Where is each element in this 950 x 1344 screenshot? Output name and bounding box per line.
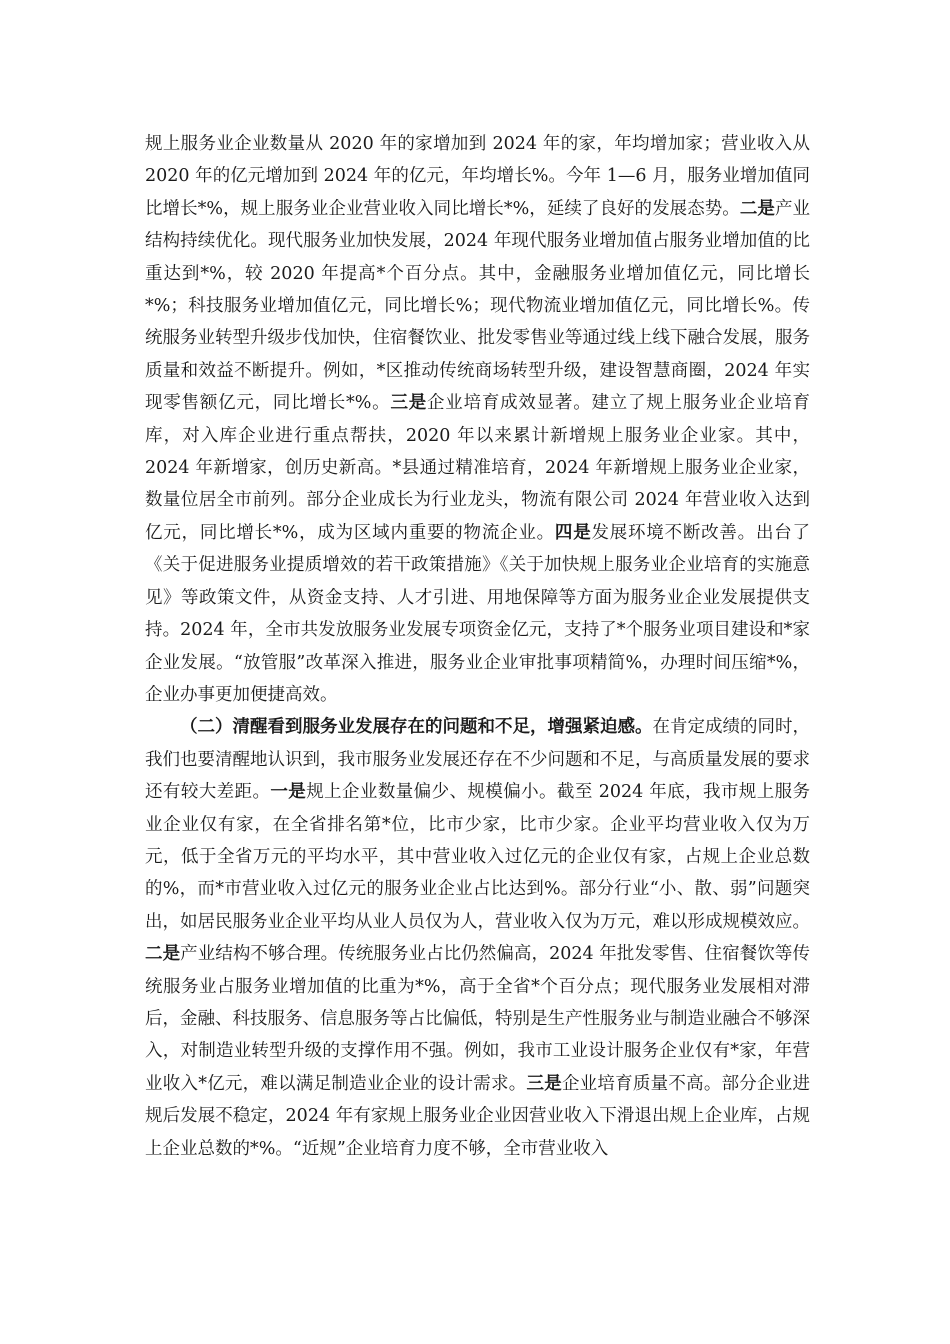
text-run: 企业培育质量不高。部分企业进规后发展不稳定，2024 年有家规上服务业企业因营业收入下滑退出规上企业库，占规上企业总数的*%。“近规”企业培育力度不够，全市营业收入 (145, 1073, 811, 1159)
text-run: 发展环境不断改善。出台了《关于促进服务业提质增效的若干政策措施》《关于加快规上服务业企业培育的实施意见》等政策文件，从资金支持、人才引进、用地保障等方面为服务业企业发展提供支持。2024 年，全市共发放服务业发展专项资金亿元，支持了*个服务业项目建设和*家企业发展。“放管服”改革深入推进，服务业企业审批事项精简%，办理时间压缩*%，企业办事更加便捷高效。 (145, 522, 811, 705)
point-label-two: 二是 (739, 198, 775, 219)
section-heading: （二）清醒看到服务业发展存在的问题和不足，增强紧迫感。 (180, 717, 653, 738)
paragraph-achievements (145, 128, 810, 711)
paragraph-problems (145, 711, 810, 1165)
point-label-three: 三是 (390, 393, 428, 414)
text-run: 产业结构不够合理。传统服务业占比仍然偏高，2024 年批发零售、住宿餐饮等传统服务业占服务业增加值的比重为*%，高于全省*个百分点；现代服务业发展相对滞后，金融、科技服务、信息服务等占比偏低，特别是生产性服务业与制造业融合不够深入，对制造业转型升级的支撑作用不强。例如，我市工业设计服务企业仅有*家，年营业收入*亿元，难以满足制造业企业的设计需求。 (145, 944, 810, 1094)
text-run: 规上服务业企业数量从 2020 年的家增加到 2024 年的家，年均增加家；营业收入从 2020 年的亿元增加到 2024 年的亿元，年均增长%。今年 1—6 月，服务业增加值同比增长*%，规上服务业企业营业收入同比增长*%，延续了良好的发展态势。 (145, 134, 810, 219)
text-run: 规上企业数量偏少、规模偏小。截至 2024 年底，我市规上服务业企业仅有家，在全省排名第*位，比市少家，比市少家。企业平均营业收入仅为万元，低于全省万元的平均水平，其中营业收入过亿元的企业仅有家，占规上企业总数的%，而*市营业收入过亿元的服务业企业占比达到%。部分行业“小、散、弱”问题突出，如居民服务业企业平均从业人员仅为人，营业收入仅为万元，难以形成规模效应。 (145, 782, 811, 932)
text-run: 在肯定成绩的同时，我们也要清醒地认识到，我市服务业发展还存在不少问题和不足，与高质量发展的要求还有较大差距。 (145, 717, 810, 803)
point-label-one: 一是 (270, 782, 307, 803)
point-label-two: 二是 (145, 944, 181, 965)
text-run: 产业结构持续优化。现代服务业加快发展，2024 年现代服务业增加值占服务业增加值的比重达到*%，较 2020 年提高*个百分点。其中，金融服务业增加值亿元，同比增长*%；科技服务业增加值亿元，同比增长%；现代物流业增加值亿元，同比增长%。传统服务业转型升级步伐加快，住宿餐饮业、批发零售业等通过线上线下融合发展，服务质量和效益不断提升。例如，*区推动传统商场转型升级，建设智慧商圈，2024 年实现零售额亿元，同比增长*%。 (145, 198, 811, 414)
text-run: 企业培育成效显著。建立了规上服务业企业培育库，对入库企业进行重点帮扶，2020 年以来累计新增规上服务业企业家。其中，2024 年新增家，创历史新高。*县通过精准培育，2024 年新增规上服务业企业家，数量位居全市前列。部分企业成长为行业龙头，物流有限公司 2024 年营业收入达到亿元，同比增长*%，成为区域内重要的物流企业。 (145, 393, 811, 543)
point-label-three: 三是 (526, 1073, 562, 1094)
body-text (145, 128, 810, 1165)
point-label-four: 四是 (554, 522, 592, 543)
